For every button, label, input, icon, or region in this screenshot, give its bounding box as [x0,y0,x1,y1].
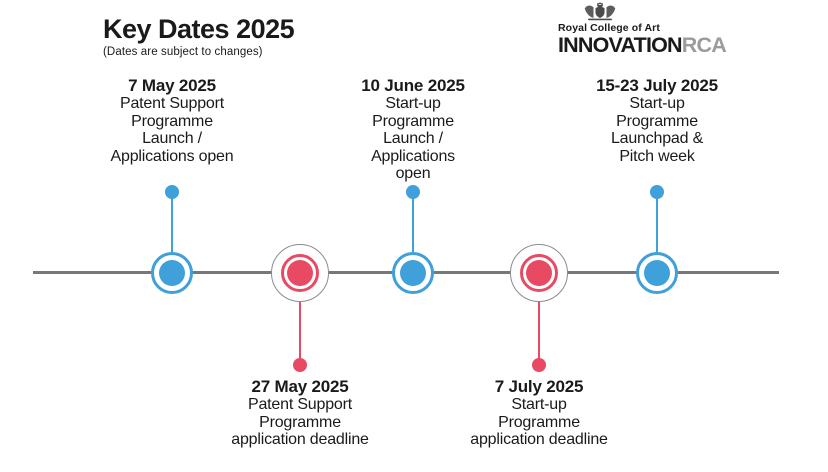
event-description-line: Launch / [142,130,202,147]
timeline-marker-blue [151,252,193,294]
timeline-marker-pink [510,244,568,302]
marker-core [644,260,670,286]
event-date: 15-23 July 2025 [596,76,718,95]
event-label [87,76,257,165]
event-description-line: Patent Support [248,396,352,413]
connector-line [538,302,540,359]
innovation-rca-logo [558,2,728,56]
event-description-line: application deadline [470,431,608,448]
timeline-marker-pink [271,244,329,302]
event-date: 27 May 2025 [251,377,349,396]
marker-core [526,260,552,286]
connector-line [171,191,173,252]
connector-line [299,302,301,359]
page-subtitle: (Dates are subject to changes) [103,46,263,58]
event-label [215,377,385,449]
connector-dot [532,358,546,372]
event-description-line: Start-up [511,396,567,413]
event-description-line: Launch / [383,130,443,147]
event-description [215,396,385,449]
event-description-line: Start-up [385,95,441,112]
event-description-line: Applications [371,147,455,165]
event-description-line: Programme [259,413,341,431]
marker-core [400,260,426,286]
marker-ring [281,254,319,292]
event-date: 7 July 2025 [494,377,584,396]
event-description-line: Programme [372,112,454,130]
royal-crest-icon [579,2,621,21]
event-description-line: Programme [131,112,213,130]
event-description-line: Programme [616,112,698,130]
event-description-line: Pitch week [619,147,695,165]
event-label [572,76,742,165]
connector-dot [293,358,307,372]
event-label [328,76,498,183]
title-block [103,14,294,58]
event-date: 7 May 2025 [128,76,216,95]
event-description [572,95,742,165]
logo-innovation-text: INNOVATION [558,33,682,57]
event-description-line: Programme [498,413,580,431]
connector-line [412,191,414,252]
connector-line [656,191,658,252]
event-description-line: Launchpad & [610,130,704,147]
timeline-marker-blue [392,252,434,294]
event-description-line: Patent Support [120,95,224,112]
event-date: 10 June 2025 [361,76,465,95]
logo-institution-text: Royal College of Art [558,22,660,34]
marker-core [159,260,185,286]
event-description-line: application deadline [231,431,369,448]
marker-ring [520,254,558,292]
marker-core [287,260,313,286]
timeline-marker-blue [636,252,678,294]
event-description-line: Start-up [629,95,685,112]
event-description-line: Applications open [110,147,234,165]
page-title: Key Dates 2025 [103,14,295,44]
logo-wordmark [558,34,728,56]
event-description [87,95,257,165]
event-description-line: open [395,165,431,182]
event-description [454,396,624,449]
event-description [328,95,498,183]
event-label [454,377,624,449]
logo-rca-text: RCA [681,33,726,57]
